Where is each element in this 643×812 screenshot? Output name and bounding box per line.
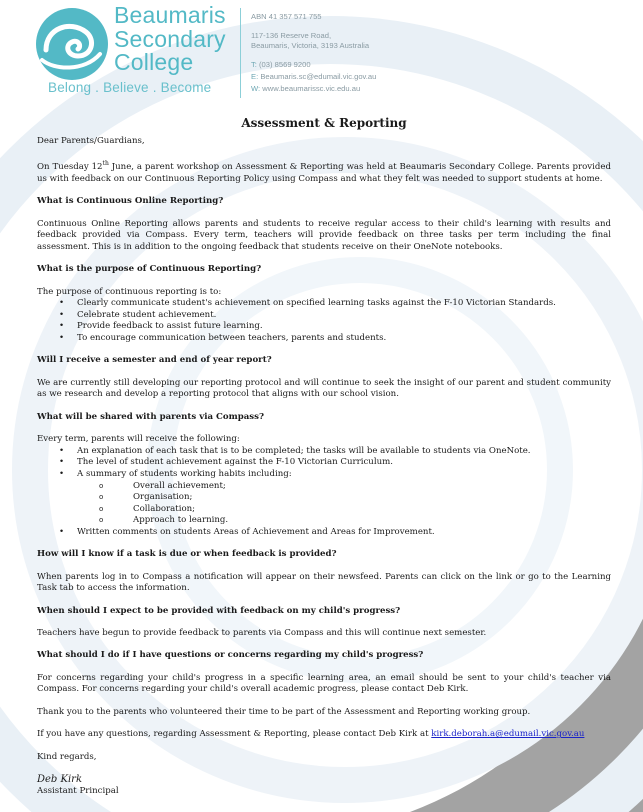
letter-body xyxy=(37,116,611,798)
address-line-1: 117-136 Reserve Road, xyxy=(251,31,332,40)
list-item: • To encourage communication between teachers, parents and students. xyxy=(37,333,611,345)
web-label: W: xyxy=(251,84,261,93)
contact-text: If you have any questions, regarding Assessment & Reporting, please contact Deb Kirk at xyxy=(37,729,432,740)
list-item: • Clearly communicate student's achievement on specified learning tasks against the F-10 Victorian Standards. xyxy=(37,298,611,310)
compass-list xyxy=(37,446,611,539)
header-divider xyxy=(240,8,241,98)
college-name-line: Secondary xyxy=(114,25,226,52)
section-heading: What should I do if I have questions or concerns regarding my child's progress? xyxy=(37,650,424,661)
section-body: For concerns regarding your child's progress in a specific learning area, an email should be sent to your child's teacher via Compass. For concerns regarding your child's overall academic progress, please contact Deb Kirk. xyxy=(37,672,611,695)
section-body: Continuous Online Reporting allows parents and students to receive regular access to their child's learning with results and feedback provided via Compass. Every term, teachers will provide feedback on three tasks per term including the final assessment. This is in addition to the ongoing feedback that students receive on their OneNote notebooks. xyxy=(37,218,611,252)
sub-list-item: o Organisation; xyxy=(77,492,611,504)
thanks-paragraph: Thank you to the parents who volunteered their time to be part of the Assessment and Reporting working group. xyxy=(37,706,531,717)
phone-number: (03) 8569 9200 xyxy=(259,60,311,69)
section-heading: How will I know if a task is due or when feedback is provided? xyxy=(37,549,337,560)
college-name-line: College xyxy=(114,49,194,75)
work-habits-list xyxy=(77,481,611,527)
letterhead xyxy=(0,0,643,110)
contact-paragraph xyxy=(37,729,611,741)
phone xyxy=(251,60,311,70)
section-body: We are currently still developing our reporting protocol and will continue to seek the insight of our parent and student community as we research and develop a reporting protocol that aligns with our school vision. xyxy=(37,377,611,400)
list-item xyxy=(37,469,611,527)
contact-email-link[interactable]: kirk.deborah.a@edumail.vic.gov.au xyxy=(431,729,585,740)
list-item: • Written comments on students Areas of Achievement and Areas for Improvement. xyxy=(37,527,611,539)
section-heading: What is the purpose of Continuous Reporting? xyxy=(37,264,262,275)
abn: ABN 41 357 571 755 xyxy=(251,12,322,21)
section-heading: What is Continuous Online Reporting? xyxy=(37,196,224,207)
website-url[interactable]: www.beaumarissc.vic.edu.au xyxy=(262,84,361,93)
sub-list-item: o Collaboration; xyxy=(77,504,611,516)
website xyxy=(251,84,360,94)
college-logo-icon xyxy=(34,6,110,82)
section-heading: When should I expect to be provided with feedback on my child's progress? xyxy=(37,605,401,616)
section-heading: Will I receive a semester and end of year report? xyxy=(37,355,272,366)
signature: Deb Kirk xyxy=(37,773,83,785)
intro-paragraph xyxy=(37,158,611,185)
sub-list-item: o Overall achievement; xyxy=(77,481,611,493)
purpose-list xyxy=(37,298,611,344)
section-body: When parents log in to Compass a notification will appear on their newsfeed. Parents can click on the link or go to the Learning Task tab to access the information. xyxy=(37,571,611,594)
list-item-text: A summary of students working habits including: xyxy=(77,468,292,479)
email-address[interactable]: Beaumaris.sc@edumail.vic.gov.au xyxy=(260,72,377,81)
sub-list-item: o Approach to learning. xyxy=(77,515,611,527)
list-item: • The level of student achievement against the F-10 Victorian Curriculum. xyxy=(37,457,611,469)
closing: Kind regards, xyxy=(37,751,97,762)
college-name xyxy=(114,4,226,75)
college-tagline: Belong . Believe . Become xyxy=(48,80,212,95)
signatory-title: Assistant Principal xyxy=(37,785,119,796)
address-line-2: Beaumaris, Victoria, 3193 Australia xyxy=(251,41,370,50)
email-label: E: xyxy=(251,72,259,81)
list-item: • Celebrate student achievement. xyxy=(37,310,611,322)
list-item: • An explanation of each task that is to be completed; the tasks will be available to students via OneNote. xyxy=(37,446,611,458)
intro-superscript: th xyxy=(102,160,109,168)
section-lead: Every term, parents will receive the following: xyxy=(37,434,240,445)
section-body: Teachers have begun to provide feedback to parents via Compass and this will continue next semester. xyxy=(37,628,487,639)
list-item: • Provide feedback to assist future learning. xyxy=(37,321,611,333)
phone-label: T: xyxy=(251,60,257,69)
intro-text: On Tuesday 12 xyxy=(37,162,103,173)
email xyxy=(251,72,376,82)
salutation: Dear Parents/Guardians, xyxy=(37,136,145,146)
college-name-line: Beaumaris xyxy=(114,2,226,28)
letter-title: Assessment & Reporting xyxy=(241,116,407,130)
intro-text: June, a parent workshop on Assessment & Reporting was held at Beaumaris Secondary College. Parents provided us with feedback on our Continuous Reporting Policy using Compass and what they felt was needed to support students at home. xyxy=(37,162,611,184)
section-lead: The purpose of continuous reporting is to: xyxy=(37,286,222,297)
section-heading: What will be shared with parents via Compass? xyxy=(37,411,264,422)
